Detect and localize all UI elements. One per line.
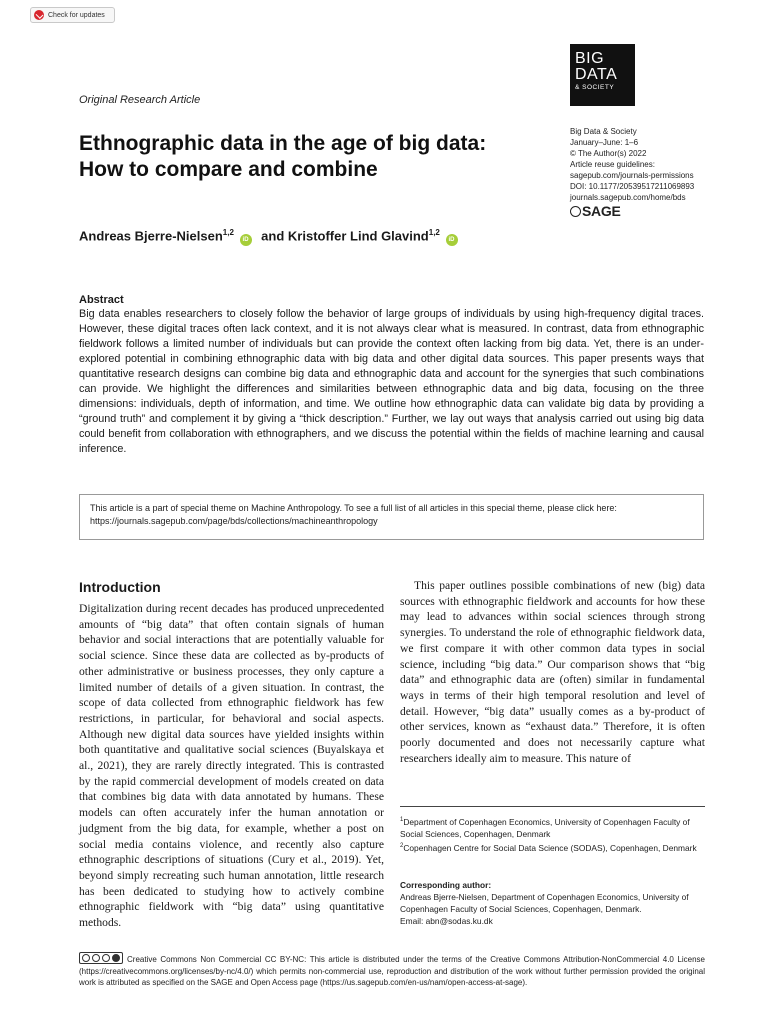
affiliation-2 bbox=[400, 840, 705, 854]
publisher-name: SAGE bbox=[582, 203, 621, 219]
body-text-left-column: Digitalization during recent decades has produced unprecedented amounts of “big data” that often contain signals of human behavior and social interactions that are potentially valuable for social science. Since these data are collected as by-products of other administrative or business processes, they only capture a limited number of details of a given situation. In contrast, the scope of data collected from ethnographic fieldwork has few restrictions, in particular, for behavioral and social aspects. Although new digital data sources have yielded insights within both quantitative and qualitative social sciences (Buyalskaya et al., 2021), they are rarely directly integrated. This is contrasted by the rapid commercial development of models created on data that combines big data with data annotated by humans. These models can often accurately infer the human annotation or judgment from the big data, for example, whether a post on social media contains violence, and recently also capture ethnographic descriptions of situations (Cury et al., 2019). Yet, beyond simply recreating such human annotation, little research has been dedicated to studying how to actively combine ethnographic fieldwork with “big data” using quantitative methods. bbox=[79, 602, 384, 930]
author-2-affiliation: 1,2 bbox=[428, 228, 440, 237]
corresponding-author-heading: Corresponding author: bbox=[400, 880, 492, 890]
abstract-heading: Abstract bbox=[79, 294, 124, 306]
journal-logo-line1: BIG bbox=[575, 50, 605, 67]
journal-logo-line3: & SOCIETY bbox=[575, 84, 615, 91]
publisher-logo bbox=[570, 203, 740, 219]
copyright: © The Author(s) 2022 bbox=[570, 149, 647, 158]
reuse-url-link[interactable]: sagepub.com/journals-permissions bbox=[570, 171, 694, 180]
author-1-name: Andreas Bjerre-Nielsen bbox=[79, 228, 223, 244]
doi[interactable]: DOI: 10.1177/20539517211069893 bbox=[570, 182, 695, 191]
section-heading-introduction: Introduction bbox=[79, 579, 161, 595]
sage-icon bbox=[570, 206, 581, 217]
journal-logo bbox=[570, 44, 635, 106]
journal-url-link[interactable]: journals.sagepub.com/home/bds bbox=[570, 193, 686, 202]
corresponding-author bbox=[400, 879, 705, 927]
affiliation-1-number: 1 bbox=[400, 817, 404, 823]
article-type: Original Research Article bbox=[79, 94, 201, 106]
journal-info bbox=[570, 126, 740, 217]
journal-name: Big Data & Society bbox=[570, 127, 637, 136]
check-for-updates-button[interactable] bbox=[30, 7, 115, 23]
affiliation-2-number: 2 bbox=[400, 842, 404, 849]
author-list bbox=[79, 228, 464, 246]
affiliation-1-text: Department of Copenhagen Economics, University of Copenhagen Faculty of Social Sciences, Copenhagen, Denmark bbox=[400, 816, 690, 839]
author-1-affiliation: 1,2 bbox=[222, 228, 234, 237]
orcid-icon[interactable]: iD bbox=[446, 234, 458, 246]
check-updates-icon bbox=[34, 10, 44, 20]
cc-by-nc-icon bbox=[79, 952, 123, 964]
body-text-right-column: This paper outlines possible combinations of new (big) data sources with ethnographic fieldwork and accounts for how these may lead to advances within social sciences through strong synergies. To understand the role of ethnographic fieldwork data, we first compare it with other common data types in social science, including “big data.” Our comparison shows that “big data” and ethnographic data are (often) similar in fundamental ways in terms of their high temporal resolution and level of detail. However, “big data” usually comes as a by-product of other services, known as “exhaust data.” Therefore, it is often poorly documented and does not necessarily capture what researchers ideally aim to measure. This nature of bbox=[400, 579, 705, 765]
affiliation-2-text: Copenhagen Centre for Social Data Science (SODAS), Copenhagen, Denmark bbox=[403, 842, 697, 853]
corresponding-author-email[interactable]: Email: abn@sodas.ku.dk bbox=[400, 916, 493, 926]
reuse-guidelines: Article reuse guidelines: bbox=[570, 160, 655, 169]
license-text: Creative Commons Non Commercial CC BY-NC: This article is distributed under the terms of the Creative Commons Attribution-NonCommercial 4.0 License (https://creativecommons.org/licenses/by-nc/4.0/) which permits non-commercial use, reproduction and distribution of the work without further permission provided the original work is attributed as specified on the SAGE and Open Access page (https://us.sagepub.com/en-us/nam/open-access-at-sage). bbox=[79, 955, 705, 987]
footnote-divider bbox=[400, 806, 705, 807]
article-title bbox=[79, 131, 549, 183]
corresponding-author-text: Andreas Bjerre-Nielsen, Department of Copenhagen Economics, University of Copenhagen Faculty of Social Sciences, Copenhagen, Denmark. bbox=[400, 892, 689, 914]
journal-issue: January–June: 1–6 bbox=[570, 138, 639, 147]
author-2-name: Kristoffer Lind Glavind bbox=[287, 228, 429, 244]
check-updates-label: Check for updates bbox=[48, 11, 105, 19]
title-line-2: How to compare and combine bbox=[79, 158, 378, 181]
special-theme-notice[interactable]: This article is a part of special theme on Machine Anthropology. To see a full list of all articles in this special theme, please click here: https://journals.sagepub.com/page/bds/collections/machineanthropology bbox=[79, 494, 704, 540]
license-notice bbox=[79, 952, 705, 989]
author-connector: and bbox=[261, 228, 285, 244]
journal-logo-line2: DATA bbox=[575, 66, 618, 83]
affiliations bbox=[400, 814, 705, 854]
orcid-icon[interactable]: iD bbox=[240, 234, 252, 246]
affiliation-1 bbox=[400, 814, 705, 840]
abstract-text: Big data enables researchers to closely follow the behavior of large groups of individuals by using high-frequency digital traces. However, these digital traces often lack context, and it is not always clear what is measured. In contrast, data from ethnographic fieldwork follows a limited number of individuals but can provide the context often lacking from big data. Yet, there is an under-explored potential in combining ethnographic data with big data and other digital data sources. This paper presents ways that quantitative research designs can combine big data and ethnographic data and account for the synergies that such combinations can provide. We highlight the differences and similarities between ethnographic data and big data, focusing on the three dimensions: individuals, depth of information, and time. We outline how ethnographic data can validate big data by providing a “ground truth” and complement it by giving a “thick description.” Further, we lay out ways that analysis carried out using big data could benefit from collaboration with ethnographers, and we discuss the potential within the fields of machine learning and causal inference. bbox=[79, 308, 704, 455]
title-line-1: Ethnographic data in the age of big data: bbox=[79, 132, 487, 155]
